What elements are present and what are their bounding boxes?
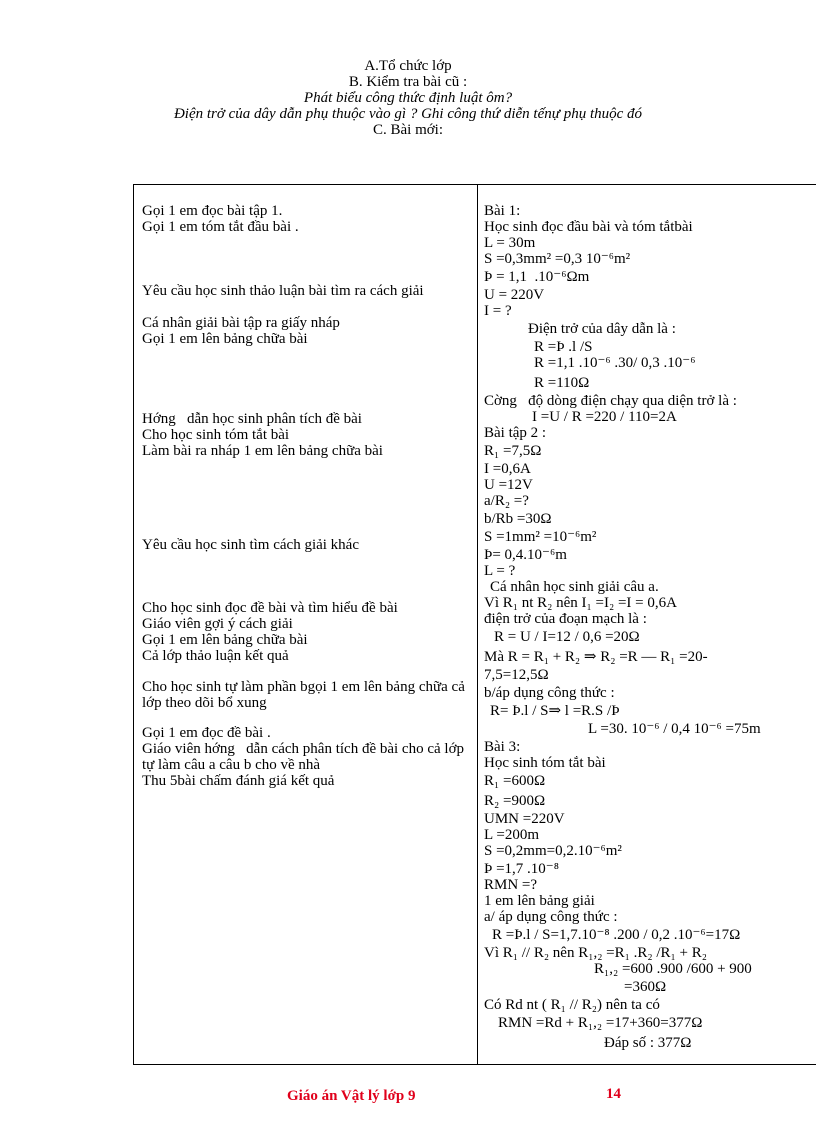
teacher-activity-line: Giáo viên gợi ý cách giải bbox=[142, 616, 293, 632]
student-work-line: a/R₂ =? bbox=[484, 493, 529, 509]
teacher-activity-line: Cho học sinh tóm tắt bài bbox=[142, 427, 290, 443]
footer-title: Giáo án Vật lý lớp 9 bbox=[287, 1088, 416, 1104]
student-work-line: R₂ =900Ω bbox=[484, 793, 546, 809]
teacher-activity-line: Giáo viên hớng dẫn cách phân tích đề bài cho cả lớp tự làm câu a câu b cho về nhà bbox=[142, 741, 468, 773]
teacher-activity-line: Cá nhân giải bài tập ra giấy nháp bbox=[142, 315, 340, 331]
student-work-line: UMN =220V bbox=[484, 811, 565, 827]
teacher-activity-line: Gọi 1 em đọc đề bài . bbox=[142, 725, 271, 741]
student-work-line: Mà R = R₁ + R₂ ⇒ R₂ =R — R₁ =20- bbox=[484, 649, 708, 665]
teacher-activity-line: Thu 5bài chấm đánh giá kết quả bbox=[142, 773, 335, 789]
teacher-activity-line: Yêu cầu học sinh tìm cách giải khác bbox=[142, 537, 360, 553]
student-work-line: R =110Ω bbox=[534, 375, 590, 391]
student-work-line: I =0,6A bbox=[484, 461, 531, 477]
header-line-3: Phát biểu công thức định luật ôm? bbox=[303, 90, 513, 106]
teacher-activity-line: Cả lớp thảo luận kết quả bbox=[142, 648, 289, 664]
student-work-line: Vì R₁ // R₂ nên R₁,₂ =R₁ .R₂ /R₁ + R₂ bbox=[484, 945, 707, 961]
page-number: 14 bbox=[606, 1086, 621, 1102]
student-work-line: Þ =1,7 .10⁻⁸ bbox=[484, 861, 559, 877]
student-work-line: Điện trở của dây dẫn là : bbox=[528, 321, 676, 337]
student-work-line: R =1,1 .10⁻⁶ .30/ 0,3 .10⁻⁶ bbox=[534, 355, 696, 371]
teacher-activity-line: Gọi 1 em lên bảng chữa bài bbox=[142, 632, 308, 648]
teacher-activity-line: Hớng dẫn học sinh phân tích đề bài bbox=[142, 411, 362, 427]
student-work-line: Cờng độ dòng điện chạy qua diện trở là : bbox=[484, 393, 737, 409]
teacher-activity-line: Cho học sinh tự làm phần bgọi 1 em lên bảng chữa cả lớp theo dõi bổ xung bbox=[142, 679, 469, 711]
student-work-line: U =12V bbox=[484, 477, 533, 493]
student-work-line: điện trở của đoạn mạch là : bbox=[484, 611, 647, 627]
column-divider bbox=[477, 185, 478, 1064]
student-work-line: Vì R₁ nt R₂ nên I₁ =I₂ =I = 0,6A bbox=[484, 595, 677, 611]
student-work-line: RMN =Rd + R₁,₂ =17+360=377Ω bbox=[498, 1015, 703, 1031]
student-work-line: Þ= 0,4.10⁻⁶m bbox=[484, 547, 567, 563]
student-work-line: b/áp dụng công thức : bbox=[484, 685, 615, 701]
header-line-5: C. Bài mới: bbox=[372, 122, 444, 138]
student-work-line: S =0,2mm=0,2.10⁻⁶m² bbox=[484, 843, 622, 859]
student-work-line: R₁ =600Ω bbox=[484, 773, 546, 789]
student-work-line: RMN =? bbox=[484, 877, 538, 893]
teacher-activity-line: Gọi 1 em tóm tắt đầu bài . bbox=[142, 219, 299, 235]
student-work-line: Þ = 1,1 .10⁻⁶Ωm bbox=[484, 269, 590, 285]
student-work-line: Bài 1: bbox=[484, 203, 521, 219]
student-work-line: Bài 3: bbox=[484, 739, 521, 755]
lesson-table bbox=[133, 184, 816, 1065]
student-work-line: Đáp số : 377Ω bbox=[604, 1035, 692, 1051]
student-work-line: U = 220V bbox=[484, 287, 545, 303]
student-work-line: b/Rb =30Ω bbox=[484, 511, 552, 527]
student-work-line: 7,5=12,5Ω bbox=[484, 667, 549, 683]
student-work-line: S =0,3mm² =0,3 10⁻⁶m² bbox=[484, 251, 631, 267]
student-work-line: Bài tập 2 : bbox=[484, 425, 547, 441]
student-work-line: R₁,₂ =600 .900 /600 + 900 bbox=[594, 961, 752, 977]
student-work-line: L = 30m bbox=[484, 235, 536, 251]
student-work-line: R =Þ .l /S bbox=[534, 339, 593, 355]
header-line-4: Điện trở của dây dẫn phụ thuộc vào gì ? Ghi công thứ diễn tếnự phụ thuộc đó bbox=[173, 106, 643, 122]
header-line-1: A.Tổ chức lớp bbox=[364, 58, 452, 74]
student-work-line: Có Rd nt ( R₁ // R₂) nên ta có bbox=[484, 997, 660, 1013]
student-work-line: L = ? bbox=[484, 563, 516, 579]
teacher-activity-line: Yêu cầu học sinh thảo luận bài tìm ra cách giải bbox=[142, 283, 424, 299]
student-work-line: S =1mm² =10⁻⁶m² bbox=[484, 529, 597, 545]
teacher-activity-line: Cho học sinh đọc đề bài và tìm hiểu đề bài bbox=[142, 600, 398, 616]
student-work-line: L =200m bbox=[484, 827, 539, 843]
student-work-line: R = U / I=12 / 0,6 =20Ω bbox=[494, 629, 640, 645]
teacher-activity-line: Làm bài ra nháp 1 em lên bảng chữa bài bbox=[142, 443, 383, 459]
student-work-line: L =30. 10⁻⁶ / 0,4 10⁻⁶ =75m bbox=[588, 721, 761, 737]
student-work-line: a/ áp dụng công thức : bbox=[484, 909, 618, 925]
student-work-line: I = ? bbox=[484, 303, 512, 319]
student-work-line: Học sinh tóm tắt bài bbox=[484, 755, 606, 771]
header-line-2: B. Kiểm tra bài cũ : bbox=[348, 74, 468, 90]
student-work-line: R =Þ.l / S=1,7.10⁻⁸ .200 / 0,2 .10⁻⁶=17Ω bbox=[492, 927, 741, 943]
student-work-line: Học sinh đọc đầu bài và tóm tắtbài bbox=[484, 219, 693, 235]
student-work-line: I =U / R =220 / 110=2A bbox=[532, 409, 677, 425]
teacher-activity-line: Gọi 1 em lên bảng chữa bài bbox=[142, 331, 308, 347]
student-work-line: 1 em lên bảng giải bbox=[484, 893, 595, 909]
student-work-line: R= Þ.l / S⇒ l =R.S /Þ bbox=[490, 703, 620, 719]
student-work-line: Cá nhân học sinh giải câu a. bbox=[490, 579, 659, 595]
student-work-line: R₁ =7,5Ω bbox=[484, 443, 542, 459]
teacher-activity-line: Gọi 1 em đọc bài tập 1. bbox=[142, 203, 283, 219]
student-work-line: =360Ω bbox=[624, 979, 667, 995]
